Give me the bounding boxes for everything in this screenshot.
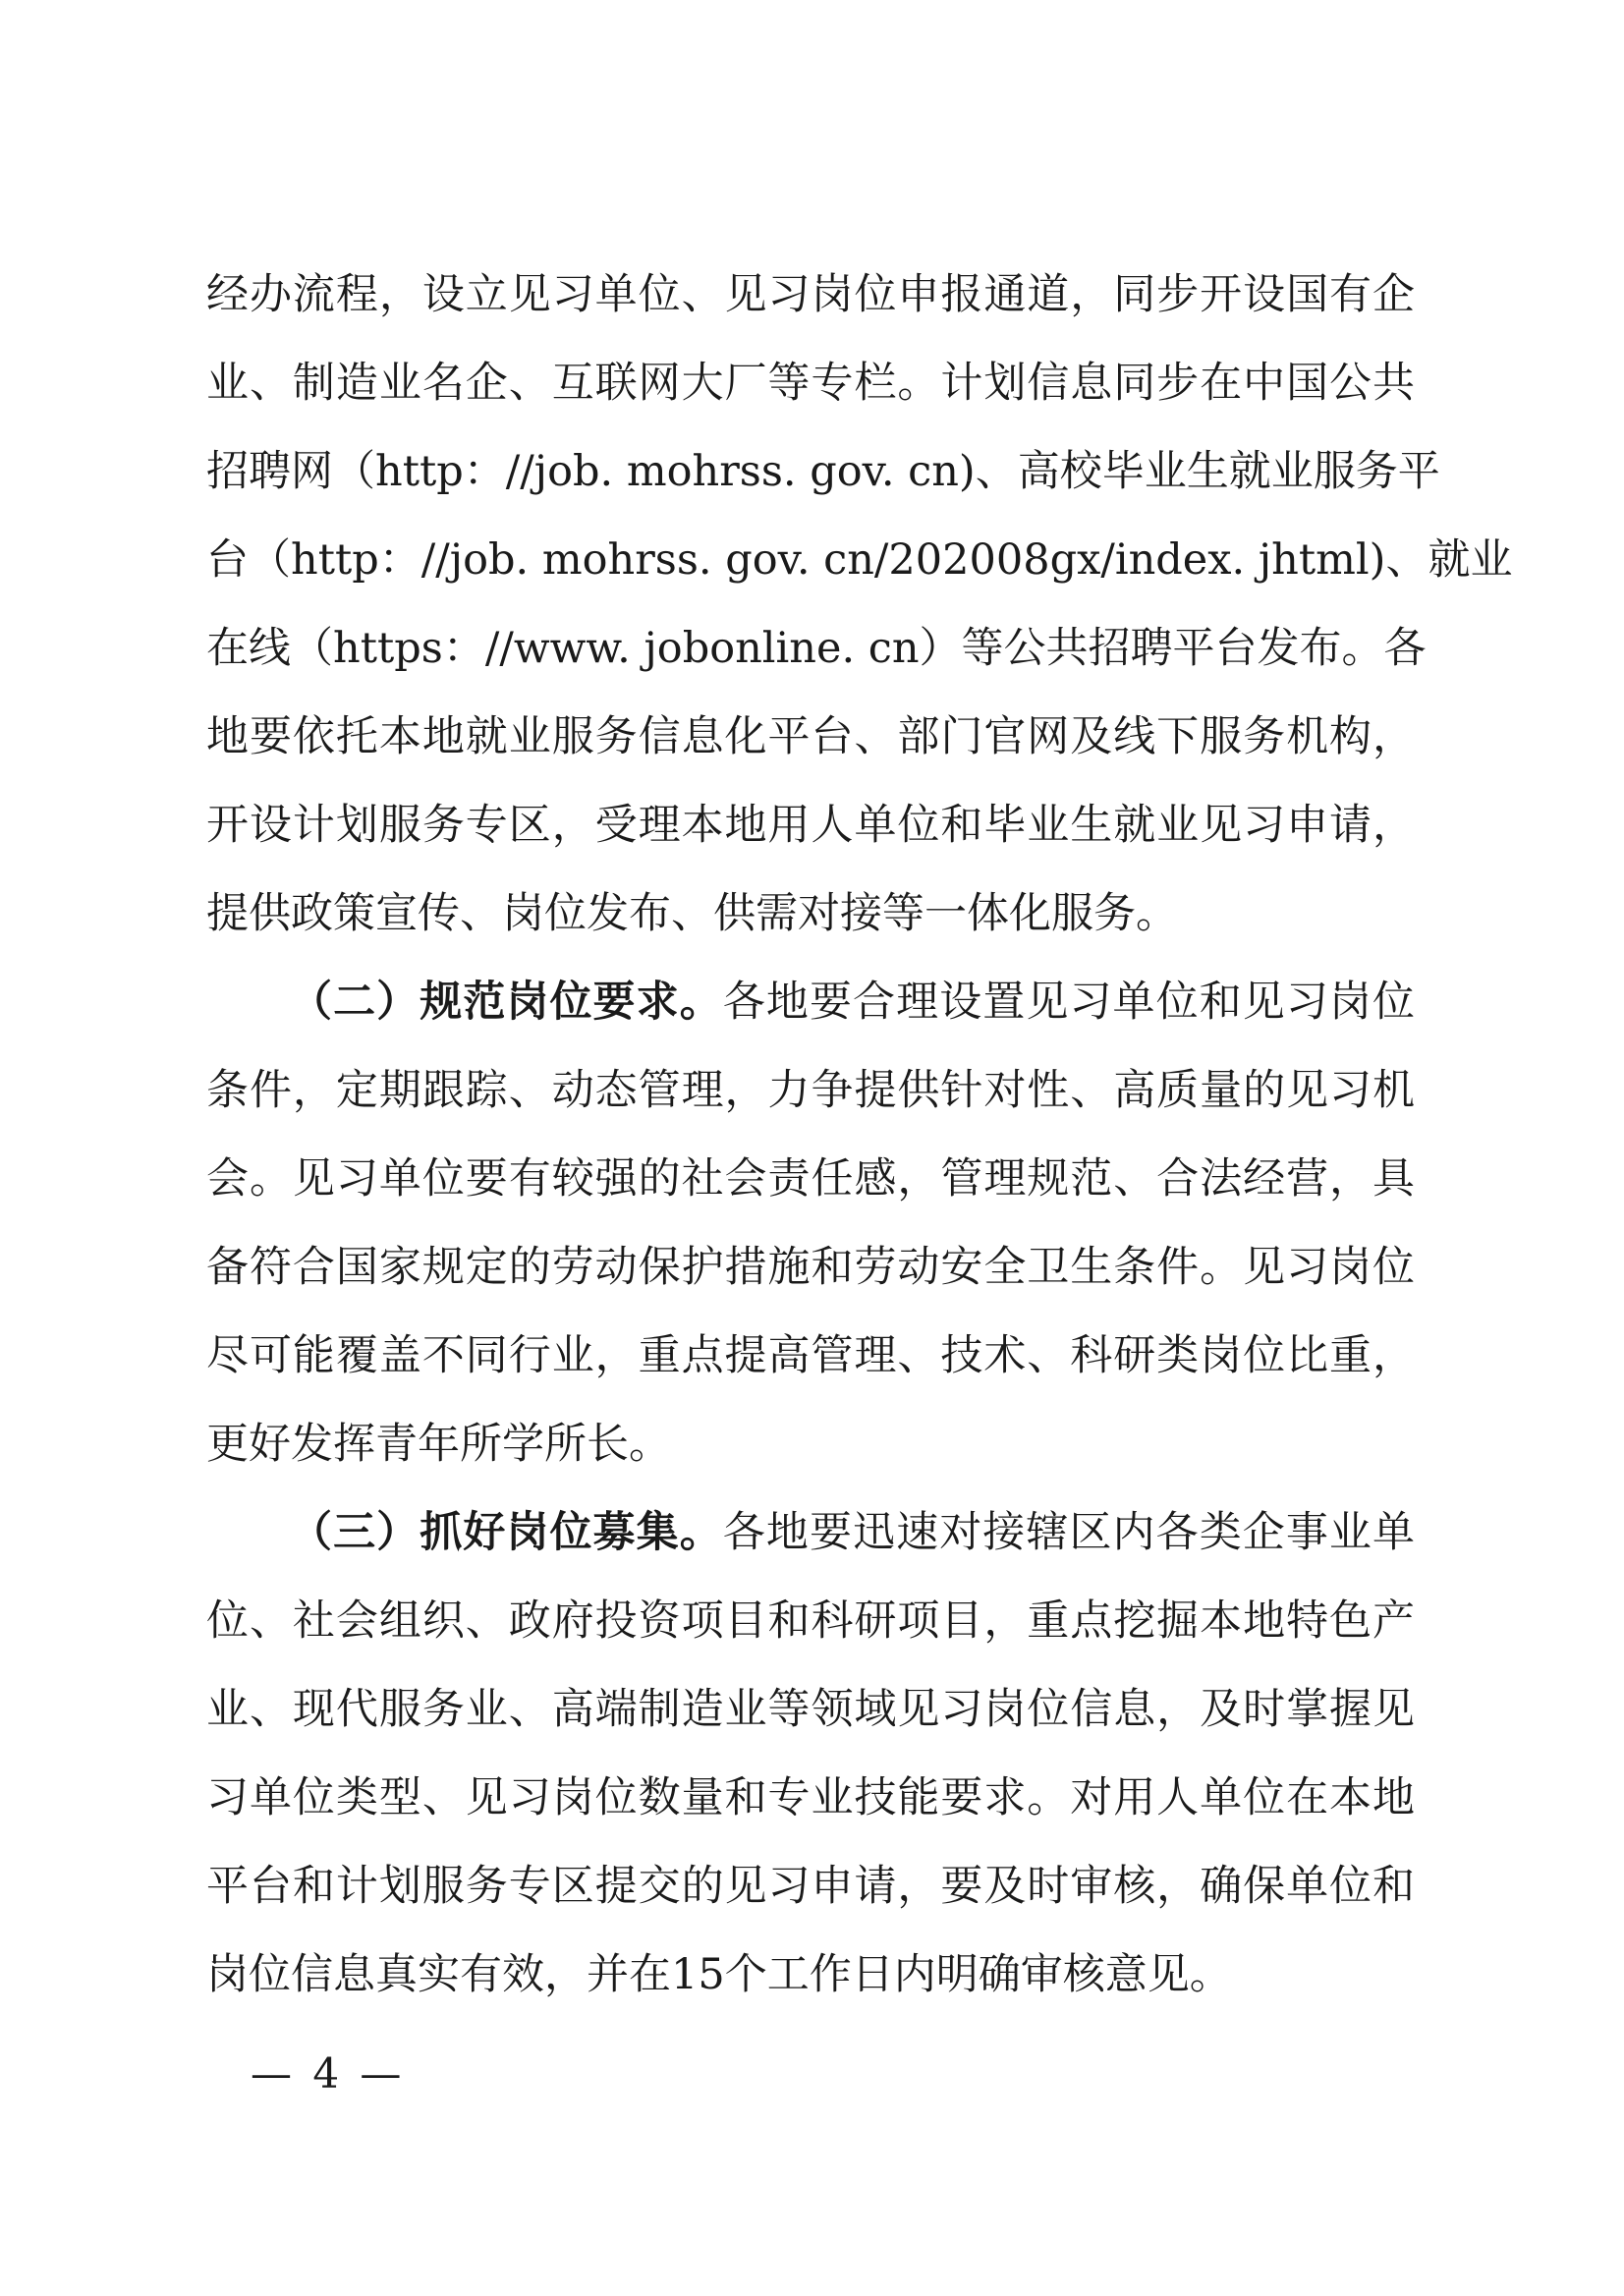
body-text-line: 尽可能覆盖不同行业，重点提高管理、技术、科研类岗位比重， — [206, 1331, 1415, 1380]
body-text-line: 在线（https：//www. jobonline. cn）等公共招聘平台发布。各 — [206, 624, 1427, 673]
paragraph-first-line — [290, 973, 1415, 1032]
body-text-line: 备符合国家规定的劳动保护措施和劳动安全卫生条件。见习岗位 — [206, 1243, 1415, 1292]
page-number: — 4 — — [251, 2049, 406, 2098]
section-heading: （三）抓好岗位募集。 — [290, 1508, 723, 1557]
body-text-line: 开设计划服务专区，受理本地用人单位和毕业生就业见习申请， — [206, 801, 1415, 850]
body-text-line: 位、社会组织、政府投资项目和科研项目，重点挖掘本地特色产 — [206, 1596, 1415, 1646]
body-text: 各地要迅速对接辖区内各类企事业单 — [722, 1508, 1416, 1557]
body-text-line: 业、制造业名企、互联网大厂等专栏。计划信息同步在中国公共 — [206, 359, 1415, 408]
body-text-line: 平台和计划服务专区提交的见习申请，要及时审核，确保单位和 — [206, 1862, 1415, 1911]
body-text-line: 招聘网（http：//job. mohrss. gov. cn)、高校毕业生就业服务平 — [206, 447, 1440, 496]
body-text-line: 业、现代服务业、高端制造业等领域见习岗位信息，及时掌握见 — [206, 1685, 1415, 1734]
body-text-line: 地要依托本地就业服务信息化平台、部门官网及线下服务机构， — [206, 712, 1415, 761]
body-text-line: 经办流程，设立见习单位、见习岗位申报通道，同步开设国有企 — [206, 270, 1415, 319]
body-text-line: 会。见习单位要有较强的社会责任感，管理规范、合法经营，具 — [206, 1154, 1415, 1204]
body-text-line: 提供政策宣传、岗位发布、供需对接等一体化服务。 — [206, 889, 1178, 938]
body-text-line: 更好发挥青年所学所长。 — [206, 1420, 671, 1469]
body-text-line: 岗位信息真实有效，并在15个工作日内明确审核意见。 — [206, 1950, 1232, 1999]
body-text-line: 台（http：//job. mohrss. gov. cn/202008gx/index. jhtml)、就业 — [206, 535, 1513, 585]
body-text-line: 习单位类型、见习岗位数量和专业技能要求。对用人单位在本地 — [206, 1773, 1415, 1822]
body-text: 各地要合理设置见习单位和见习岗位 — [722, 978, 1416, 1027]
section-heading: （二）规范岗位要求。 — [290, 978, 723, 1027]
paragraph-first-line — [290, 1503, 1415, 1562]
body-text-line: 条件，定期跟踪、动态管理，力争提供针对性、高质量的见习机 — [206, 1066, 1415, 1115]
